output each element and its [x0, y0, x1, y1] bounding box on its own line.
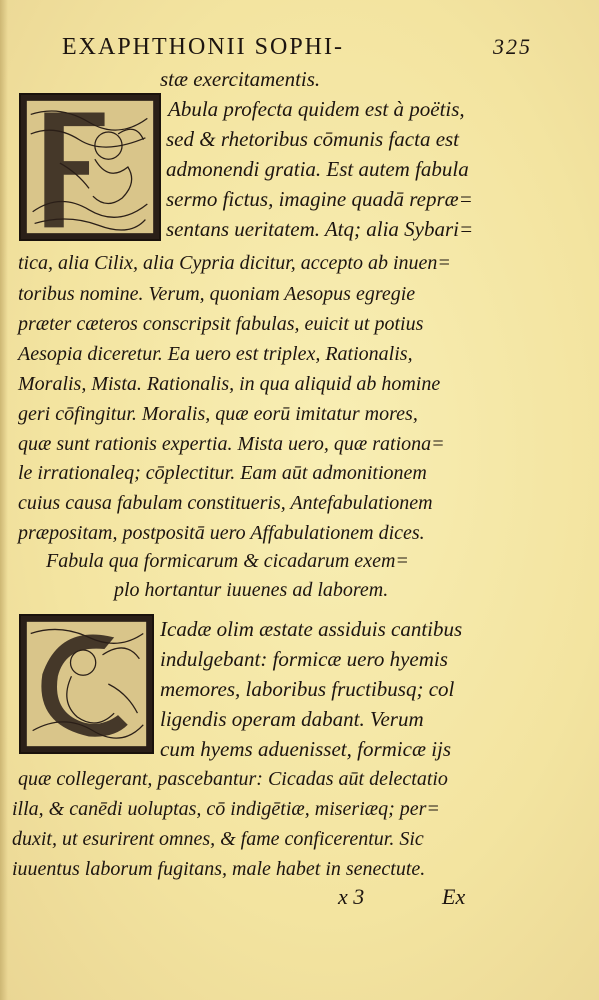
text-line: Moralis, Mista. Rationalis, in qua aliquid ab homine: [18, 373, 441, 395]
text-line: præter cæteros conscripsit fabulas, euicit ut potius: [18, 313, 424, 335]
text-line: Abula profecta quidem est à poëtis,: [168, 97, 465, 121]
text-line: Icadæ olim æstate assiduis cantibus: [160, 617, 463, 641]
section-heading-line: Fabula qua formicarum & cicadarum exem=: [46, 550, 409, 572]
woodcut-initial-f: [19, 93, 161, 241]
text-line: memores, laboribus fructibusq; col: [160, 677, 455, 701]
text-line: illa, & canēdi uoluptas, cō indigētiæ, miseriæq; per=: [12, 798, 440, 820]
text-line: geri cōfingitur. Moralis, quæ eorū imitatur mores,: [18, 403, 418, 425]
text-line: quæ sunt rationis expertia. Mista uero, quæ rationa=: [18, 433, 445, 455]
section-heading-line: plo hortantur iuuenes ad laborem.: [114, 579, 389, 601]
text-line: sed & rhetoribus cōmunis facta est: [166, 127, 460, 151]
page-number: 325: [493, 34, 532, 59]
text-line: Aesopia diceretur. Ea uero est triplex, Rationalis,: [18, 343, 413, 365]
text-line: duxit, ut esurirent omnes, & fame conficerentur. Sic: [12, 828, 424, 850]
catchword: Ex: [442, 884, 466, 909]
text-line: cum hyems aduenisset, formicæ ijs: [160, 737, 452, 761]
woodcut-initial-c: [19, 614, 154, 754]
text-line: indulgebant: formicæ uero hyemis: [160, 647, 448, 671]
running-header: [62, 34, 532, 66]
text-line: sermo fictus, imagine quadā repræ=: [166, 187, 473, 211]
signature-mark: x 3: [338, 884, 365, 909]
running-title: EXAPHTHONII SOPHI-: [62, 34, 344, 60]
page-gutter-shadow: [0, 0, 8, 1000]
text-line: sentans ueritatem. Atq; alia Sybari=: [166, 217, 474, 241]
text-line: stæ exercitamentis.: [160, 67, 321, 91]
text-line: ligendis operam dabant. Verum: [160, 707, 424, 731]
text-line: toribus nomine. Verum, quoniam Aesopus egregie: [18, 283, 416, 305]
text-line: tica, alia Cilix, alia Cypria dicitur, accepto ab inuen=: [18, 252, 451, 274]
text-line: quæ collegerant, pascebantur: Cicadas aūt delectatio: [18, 768, 448, 790]
text-line: admonendi gratia. Est autem fabula: [166, 157, 469, 181]
text-line: le irrationaleq; cōplectitur. Eam aūt admonitionem: [18, 462, 427, 484]
text-line: iuuentus laborum fugitans, male habet in senectute.: [12, 858, 426, 880]
text-line: cuius causa fabulam constitueris, Antefabulationem: [18, 492, 433, 514]
text-line: præpositam, postpositā uero Affabulationem dices.: [18, 522, 425, 544]
